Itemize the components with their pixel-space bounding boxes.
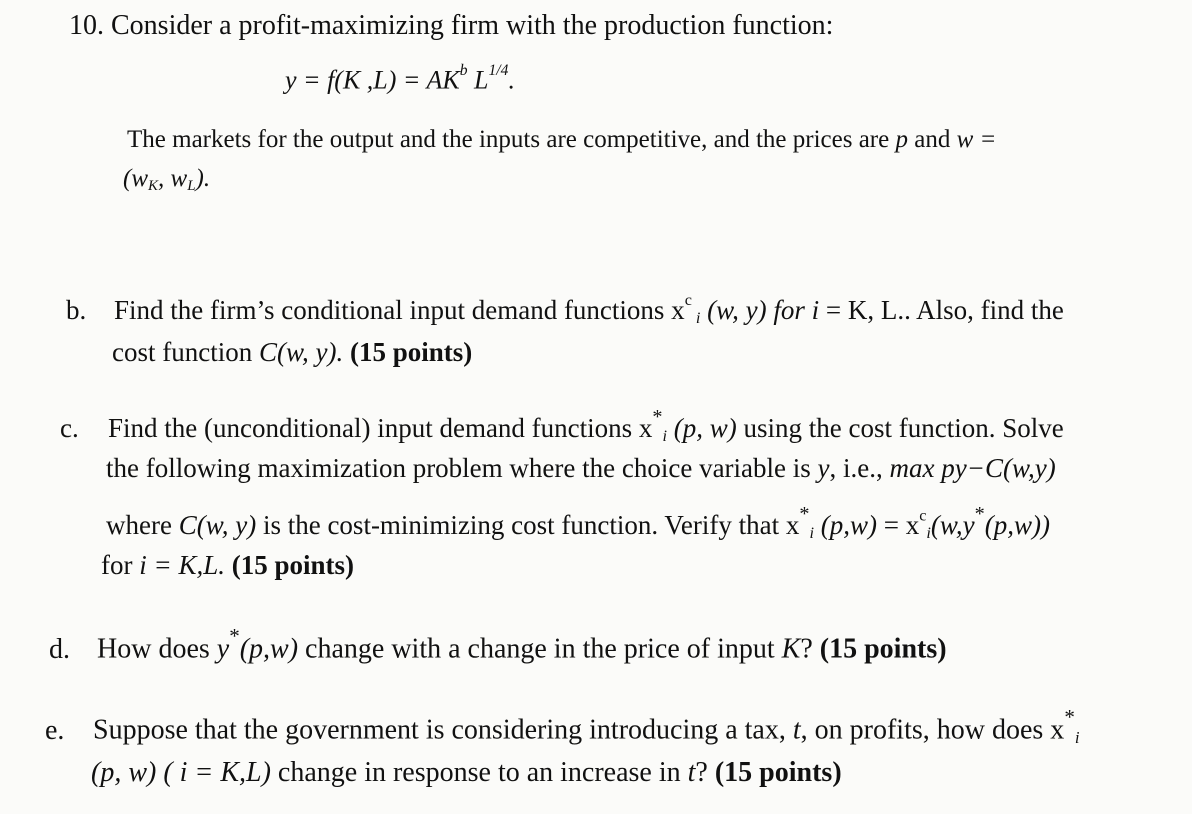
question-number: 10.	[69, 10, 104, 41]
part-b-rest: = K, L.. Also, find the	[819, 294, 1064, 325]
part-b-label: b.	[66, 294, 87, 325]
part-d-text-a: How does	[97, 633, 217, 665]
part-e-args: (p, w) ( i = K,L)	[91, 757, 271, 788]
markets-text: The markets for the output and the inputs are competitive, and the prices are	[127, 126, 890, 153]
part-e-line-1	[45, 705, 1079, 748]
formula-exp-b: b	[459, 62, 468, 79]
part-c-points: (15 points)	[224, 550, 354, 580]
part-c-line-4	[101, 550, 354, 581]
part-c-text-2b: , i.e.,	[829, 453, 890, 483]
markets-line-2	[123, 165, 210, 195]
part-e-text-1: Suppose that the government is considering introducing a tax,	[93, 714, 793, 746]
part-c-max: max py−C(w,y)	[889, 453, 1056, 483]
part-e-label: e.	[45, 714, 65, 746]
part-c-args-3: (p,w)	[814, 510, 877, 541]
part-e-text-1b: , on profits, how does x	[800, 714, 1065, 746]
part-b-i: i	[691, 308, 701, 327]
markets-open: (w	[123, 165, 148, 192]
part-d-line	[49, 624, 947, 666]
markets-comma: , w	[158, 165, 188, 192]
part-b-points: (15 points)	[343, 337, 473, 367]
part-c-i-eq: i = K,L.	[139, 550, 225, 580]
part-b-cost: C(w, y).	[258, 337, 344, 367]
part-b-line-1	[66, 291, 1064, 328]
part-d-y: y	[216, 633, 230, 665]
part-e-star: *	[1064, 705, 1075, 729]
part-d-q: ?	[800, 633, 813, 665]
part-c-text-2: the following maximization problem where the choice variable is	[106, 453, 818, 483]
markets-p: p	[895, 126, 908, 153]
formula-lhs: y = f(K ,L) = AK	[285, 65, 460, 95]
part-b-args: (w, y) for i	[700, 294, 820, 325]
part-c-sub-i-3: i	[926, 524, 931, 543]
part-c-label: c.	[60, 413, 79, 444]
part-e-sub-i: i	[1074, 727, 1080, 747]
part-c-c: c	[919, 506, 927, 525]
markets-sub-K: K	[148, 177, 159, 194]
part-c-text-3b: is the cost-minimizing cost function. Verify that x	[256, 510, 800, 541]
part-c-text-3: where	[106, 510, 179, 541]
part-d-label: d.	[49, 633, 70, 665]
part-d-K: K	[781, 633, 801, 665]
question-intro-text: Consider a profit-maximizing firm with the production function:	[111, 10, 834, 41]
markets-and: and	[907, 126, 957, 153]
question-intro	[69, 10, 833, 42]
part-c-line-3	[106, 503, 1050, 543]
formula-base-L: L	[467, 65, 489, 95]
part-e-text-2: change in response to an increase in	[270, 757, 688, 788]
part-c-line-2	[106, 453, 1056, 484]
part-c-tail: (w,y	[930, 510, 975, 541]
markets-w: w =	[956, 126, 997, 153]
part-b-c: c	[684, 291, 692, 309]
part-e-t: t	[792, 714, 801, 746]
formula-end: .	[508, 65, 515, 95]
part-c-y: y	[817, 453, 830, 483]
part-c-line-1	[60, 406, 1064, 446]
part-c-rest-1: using the cost function. Solve	[736, 413, 1064, 444]
markets-close: ).	[195, 165, 211, 192]
part-c-args-1: (p, w)	[667, 413, 737, 444]
part-e-line-2	[91, 757, 842, 789]
production-function-formula	[285, 62, 515, 95]
part-b-line-2	[112, 337, 472, 368]
part-d-text-b: change with a change in the price of input	[298, 633, 782, 665]
part-b-text-2: cost function	[112, 337, 259, 367]
part-d-args: (p,w)	[239, 633, 299, 665]
part-c-sub-i-1: i	[662, 427, 668, 446]
formula-exp-L: 1/4	[488, 62, 509, 79]
part-c-star-3: *	[974, 503, 985, 525]
markets-sub-L: L	[187, 177, 196, 194]
part-d-star: *	[229, 624, 240, 648]
part-c-text-4: for	[101, 550, 140, 580]
part-c-cost: C(w, y)	[178, 510, 257, 541]
part-c-star-1: *	[652, 406, 663, 428]
part-e-points: (15 points)	[707, 757, 842, 788]
part-c-sub-i-2: i	[809, 524, 814, 543]
part-c-end: (p,w))	[984, 510, 1051, 541]
part-d-points: (15 points)	[812, 633, 947, 665]
markets-line-1	[127, 126, 996, 154]
part-c-star-2: *	[799, 503, 810, 525]
part-e-t-2: t	[687, 757, 696, 788]
part-c-text-1: Find the (unconditional) input demand functions x	[108, 413, 653, 444]
part-e-q: ?	[695, 757, 708, 788]
part-c-eq: = x	[877, 510, 920, 541]
part-b-text: Find the firm’s conditional input demand functions x	[114, 294, 685, 325]
